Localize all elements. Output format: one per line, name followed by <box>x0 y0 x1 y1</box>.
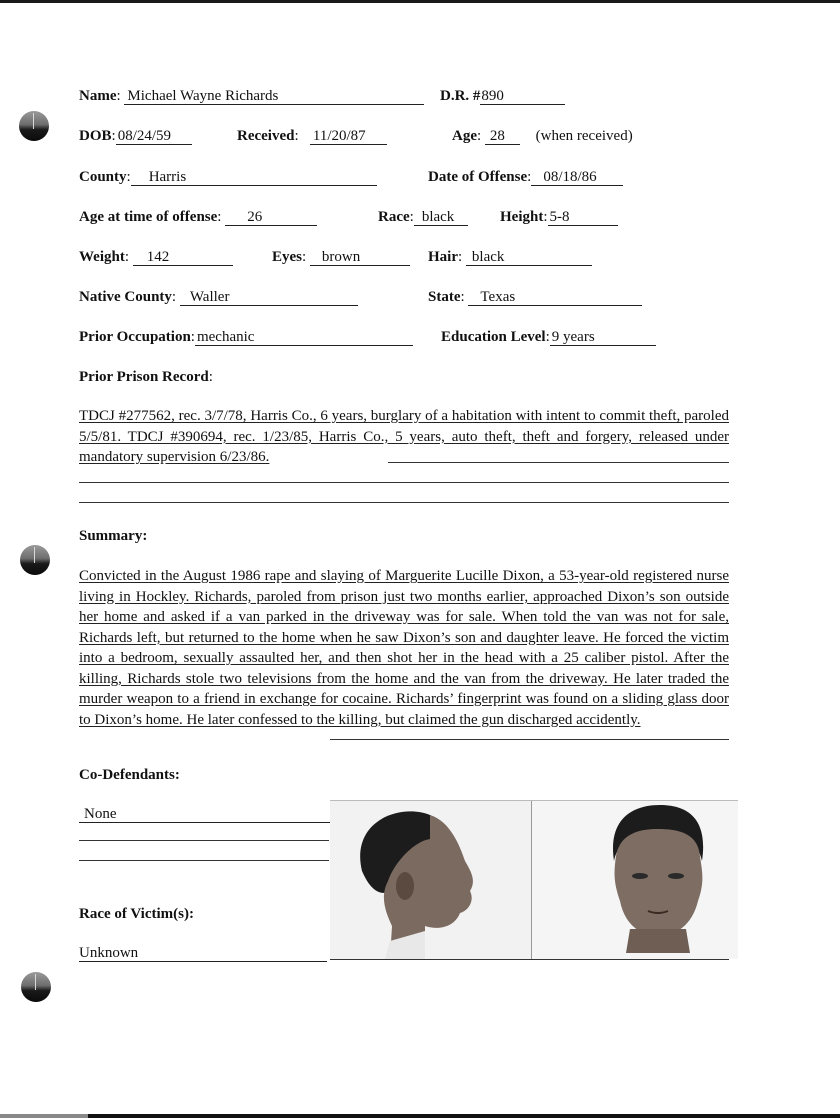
blank-line <box>330 739 729 740</box>
dr-number-label: D.R. # <box>440 88 481 104</box>
scan-top-edge <box>0 0 840 3</box>
eyes-label: Eyes <box>272 249 302 265</box>
race-of-victims-label: Race of Victim(s): <box>79 906 194 922</box>
blank-line <box>79 502 729 503</box>
co-defendants-value: None <box>79 807 330 823</box>
weight-value: 142 <box>133 250 233 266</box>
name-label: Name <box>79 88 117 104</box>
state-value: Texas <box>468 290 642 306</box>
mugshot-photo <box>330 800 738 959</box>
blank-line <box>79 482 729 483</box>
date-of-offense-label: Date of Offense <box>428 169 528 185</box>
dob-value: 08/24/59 <box>116 129 192 145</box>
race-label: Race <box>378 209 410 225</box>
weight-label: Weight <box>79 249 125 265</box>
date-of-offense-field: Date of Offense: 08/18/86 <box>428 169 623 186</box>
height-value: 5-8 <box>548 210 618 226</box>
education-level-field: Education Level: 9 years <box>441 329 656 346</box>
race-field: Race: black <box>378 209 468 226</box>
age-at-offense-label: Age at time of offense <box>79 209 218 225</box>
received-field: Received: 11/20/87 <box>237 128 387 145</box>
dr-number-value: 890 <box>480 89 565 105</box>
race-of-victims-heading <box>79 906 194 923</box>
prior-occupation-label: Prior Occupation <box>79 329 191 345</box>
age-at-offense-field: Age at time of offense: 26 <box>79 209 317 226</box>
co-defendants-label: Co-Defendants: <box>79 767 180 783</box>
prior-prison-record-label: Prior Prison Record <box>79 369 209 385</box>
front-eye-left <box>632 873 648 879</box>
received-value: 11/20/87 <box>310 129 387 145</box>
weight-field: Weight: 142 <box>79 249 233 266</box>
co-defendants-field <box>79 806 330 823</box>
prior-prison-record-value: TDCJ #277562, rec. 3/7/78, Harris Co., 6 years, burglary of a habitation with intent to commit theft, paroled 5/5/81. TDCJ #390694, rec. 1/23/85, Harris Co., 5 years, auto theft, theft and forgery, released under mandatory supervision 6/23/86. <box>79 408 729 465</box>
education-level-label: Education Level <box>441 329 546 345</box>
hole-punch-icon <box>20 545 50 575</box>
eyes-value: brown <box>310 250 410 266</box>
race-of-victims-field <box>79 945 327 962</box>
native-county-field: Native County: Waller <box>79 289 358 306</box>
prior-occupation-field: Prior Occupation: mechanic <box>79 329 413 346</box>
hair-field: Hair: black <box>428 249 592 266</box>
summary-value: Convicted in the August 1986 rape and slaying of Marguerite Lucille Dixon, a 53-year-old registered nurse living in Hockley. Richards, paroled from prison just two months earlier, approached Dixon’s son outside her home and asked if a van parked in the driveway was for sale. When told the van was not for sale, Richards left, but returned to the home when he saw Dixon’s son and daughter leave. He forced the victim into a bedroom, sexually assaulted her, and then shot her in the head with a 25 caliber pistol. After the killing, Richards stole two televisions from the home and the van from the driveway. He later traded the murder weapon to a friend in exchange for cocaine. Richards’ fingerprint was found on a sliding glass door to Dixon’s home. He later confessed to the killing, but claimed the gun discharged accidently. <box>79 568 729 728</box>
county-field: County: Harris <box>79 169 377 186</box>
prior-occupation-value: mechanic <box>195 330 413 346</box>
front-face <box>615 829 703 936</box>
name-field: Name: Michael Wayne Richards <box>79 88 424 105</box>
hair-value: black <box>466 250 592 266</box>
race-of-victims-value: Unknown <box>79 946 327 962</box>
front-neck <box>626 929 690 953</box>
dob-field: DOB: 08/24/59 <box>79 128 192 145</box>
hole-punch-icon <box>21 972 51 1002</box>
age-value: 28 <box>485 129 520 145</box>
education-level-value: 9 years <box>550 330 656 346</box>
age-at-offense-value: 26 <box>225 210 317 226</box>
dob-label: DOB <box>79 128 112 144</box>
state-label: State <box>428 289 461 305</box>
height-label: Height <box>500 209 544 225</box>
race-value: black <box>414 210 468 226</box>
blank-line <box>388 462 729 463</box>
summary-label: Summary: <box>79 528 148 544</box>
blank-line <box>79 840 329 841</box>
blank-line <box>79 860 329 861</box>
summary-heading <box>79 528 147 545</box>
profile-ear <box>396 872 414 900</box>
hair-label: Hair <box>428 249 458 265</box>
native-county-label: Native County <box>79 289 172 305</box>
county-value: Harris <box>131 170 377 186</box>
scan-bottom-edge <box>0 1114 840 1118</box>
mugshot-image <box>330 801 738 959</box>
scan-bottom-edge-light <box>0 1114 88 1118</box>
height-field: Height: 5-8 <box>500 209 618 226</box>
summary-text <box>79 566 729 730</box>
native-county-value: Waller <box>180 290 358 306</box>
name-value: Michael Wayne Richards <box>124 89 424 105</box>
age-note: (when received) <box>535 128 633 144</box>
state-field: State: Texas <box>428 289 642 306</box>
date-of-offense-value: 08/18/86 <box>531 170 623 186</box>
prior-prison-record-text <box>79 406 729 468</box>
co-defendants-heading <box>79 767 180 784</box>
photo-divider <box>531 801 532 959</box>
received-label: Received <box>237 128 295 144</box>
blank-line <box>330 959 729 960</box>
age-label: Age <box>452 128 477 144</box>
county-label: County <box>79 169 127 185</box>
front-eye-right <box>668 873 684 879</box>
hole-punch-icon <box>19 111 49 141</box>
eyes-field: Eyes: brown <box>272 249 410 266</box>
prior-prison-record-heading: Prior Prison Record: <box>79 369 213 385</box>
dr-number-field <box>440 88 565 105</box>
age-field: Age: 28 (when received) <box>452 128 633 144</box>
